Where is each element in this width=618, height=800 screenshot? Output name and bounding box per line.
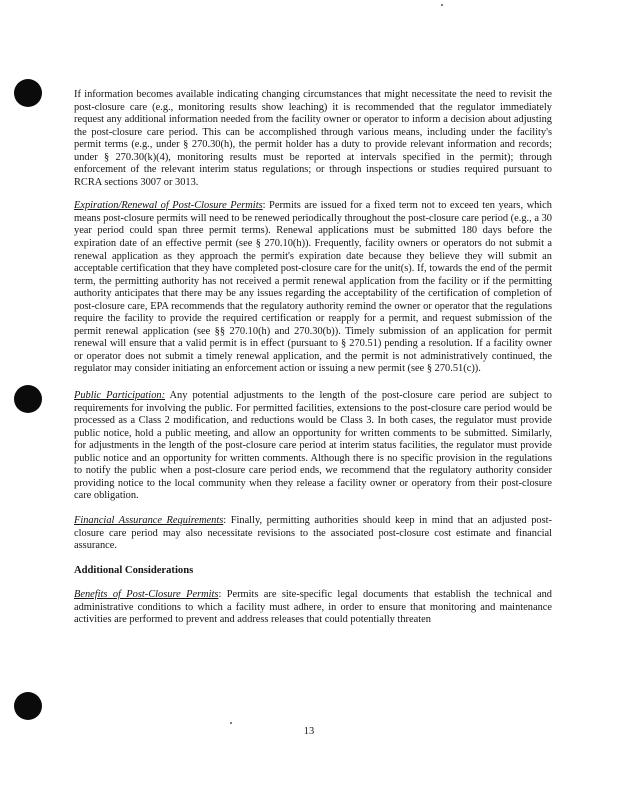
binder-hole [14, 692, 42, 720]
scan-speck [230, 722, 232, 724]
page-number: 13 [303, 726, 315, 737]
paragraph-heading: Expiration/Renewal of Post-Closure Permits [74, 200, 263, 212]
paragraph-heading: Financial Assurance Requirements [74, 514, 224, 526]
paragraph-public-participation [74, 390, 552, 503]
paragraph-heading: Benefits of Post-Closure Permits [74, 589, 219, 601]
paragraph-text: : Permits are site-specific legal documents that establish the technical and administrative conditions to which a facility must adhere, in order to ensure that monitoring and maintenance activities are performed to prevent and address releases that could potentially threaten [74, 589, 552, 626]
section-heading: Additional Considerations [74, 564, 194, 576]
binder-hole [14, 385, 42, 413]
paragraph-text: : Finally, permitting authorities should keep in mind that an adjusted post-closure care period may also necessitate revisions to the associated post-closure cost estimate and financial assurance. [74, 514, 552, 552]
binder-hole [14, 79, 42, 107]
paragraph-text: : Permits are issued for a fixed term not to exceed ten years, which means post-closure permits will need to be renewed periodically throughout the post-closure care period (e.g., a 30 year period could span three permit terms). Renewal applications must be submitted 180 days before the expiration date of an effective permit (see § 270.10(h)). Frequently, facility owners or operators do not submit a renewal application as they approach the permit's expiration date because they believe they will submit an acceptable certification that they have completed post-closure care for the unit(s). If, towards the end of the permit term, the permitting authority has not received a permit renewal application from the facility or if the permitting authority anticipates that there may be any issues regarding the acceptability of the certification of completion of post-closure care, EPA recommends that the regulatory authority remind the owner or operator that the regulations require the facility to provide the required certification or reapply for a permit, and request submission of the permit renewal application (see §§ 270.10(h) and 270.30(b)). Timely submission of an application for permit renewal will ensure that a valid permit is in effect (pursuant to § 270.51) pending a resolution. If a facility owner or operator does not submit a timely renewal application, and the permit is not administratively continued, the regulator may consider initiating an enforcement action or issuing a new permit (see § 270.51(c)). [74, 200, 552, 375]
paragraph-post-closure-info [74, 89, 552, 189]
scan-speck [441, 4, 443, 6]
paragraph-heading: Public Participation: [74, 390, 166, 402]
paragraph-text: If information becomes available indicating changing circumstances that might necessitate the need to revisit the post-closure care (e.g., monitoring results show leaching) it is recommended that the regulator immediately request any additional information needed from the facility owner or operator to inform a decision about adjusting the post-closure care period. This can be accomplished through various means, including under the facility's permit terms (e.g., under § 270.30(h), the permit holder has a duty to provide relevant information and records; under § 270.30(k)(4), monitoring results must be reported at intervals specified in the permit); through enforcement of the relevant interim status regulations; or through inspections or studies required pursuant to RCRA sections 3007 or 3013. [74, 89, 552, 188]
paragraph-benefits [74, 589, 552, 627]
paragraph-expiration-renewal [74, 200, 552, 376]
paragraph-text: Any potential adjustments to the length of the post-closure care period are subject to requirements for involving the public. For permitted facilities, extensions to the post-closure care period would be processed as a Class 2 modification, and reductions would be Class 3. In both cases, the regulator must provide public notice, hold a public meeting, and allow an opportunity for written comments to be submitted. Similarly, for adjustments in the length of the post-closure care period at interim status facilities, the regulator must provide public notice and an opportunity for written comments. Although there is no specific provision in the regulations to notify the public when a post-closure care period ends, we recommend that the regulatory authority consider providing notice to the local community when they release a facility owner or operatory from their post-closure care obligation. [74, 390, 552, 502]
document-body [74, 89, 552, 638]
paragraph-financial-assurance [74, 515, 552, 553]
